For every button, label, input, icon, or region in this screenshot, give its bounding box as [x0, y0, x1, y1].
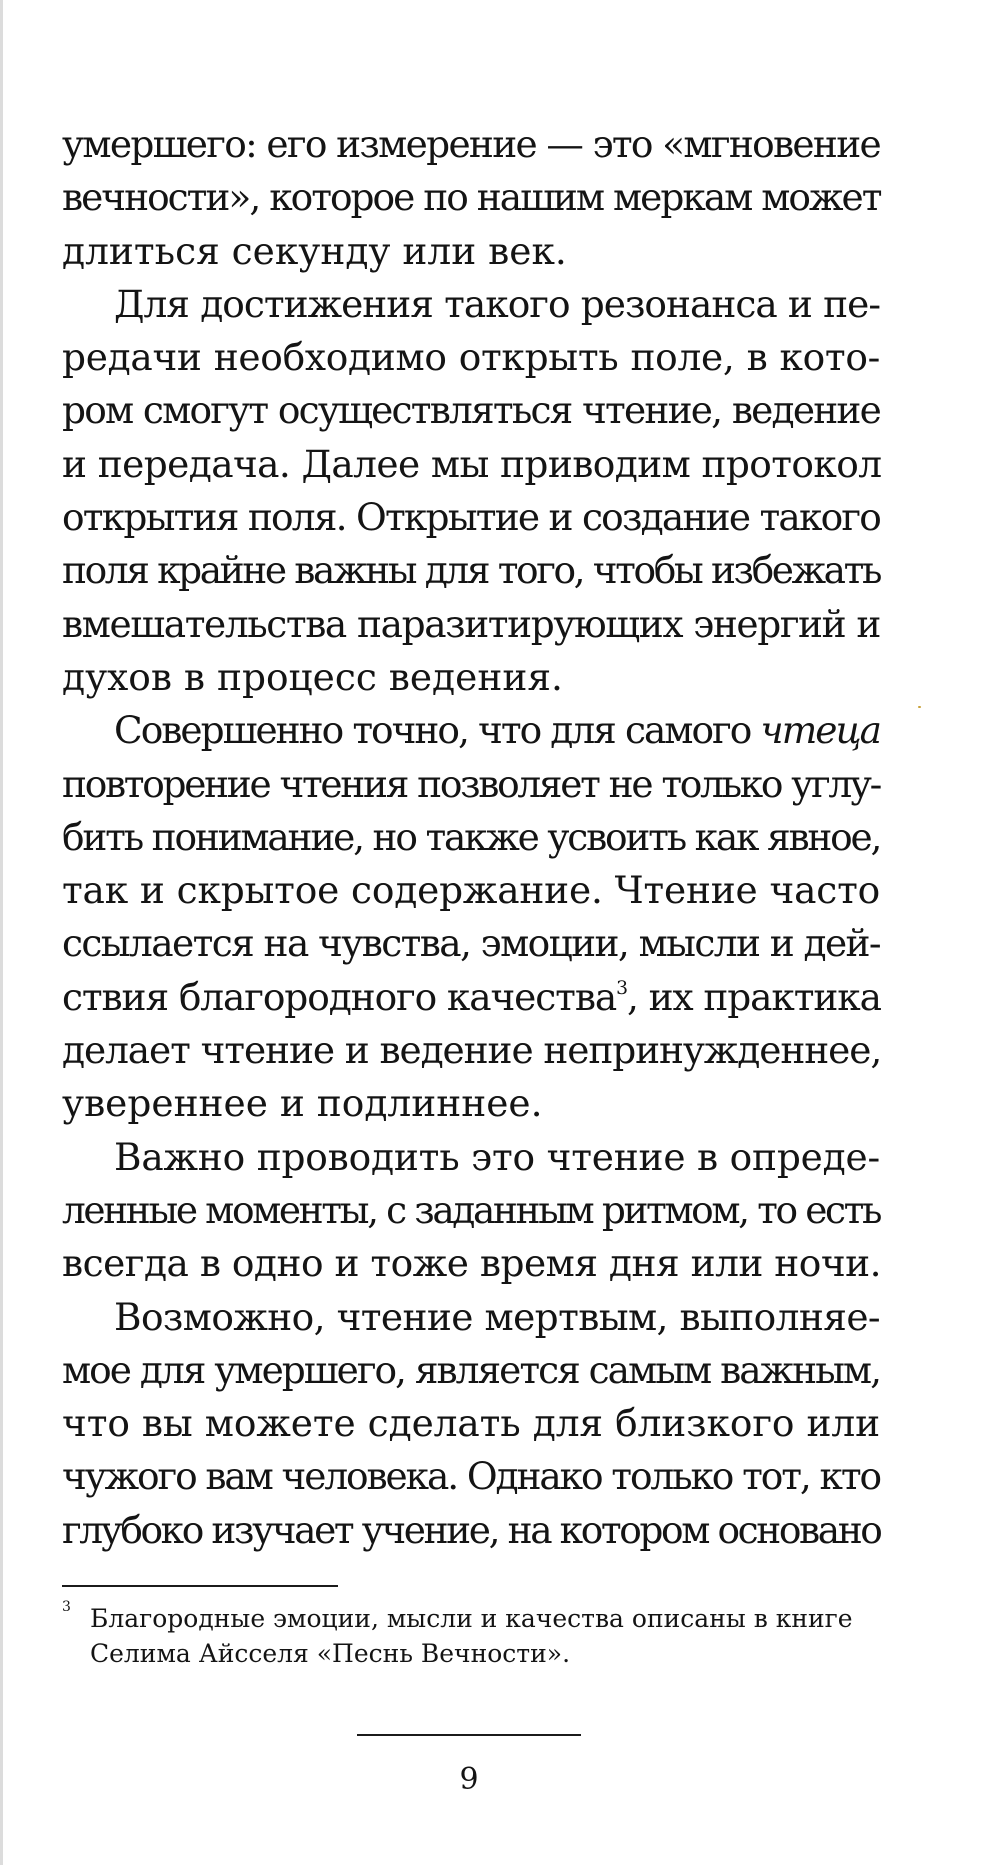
text-line: так и скрытое содержание. Чтение часто — [62, 868, 880, 913]
text-line: повторение чтения позволяет не только углу- — [62, 761, 880, 806]
text-line: и передача. Далее мы приводим протокол — [62, 441, 882, 486]
text-line: Для достижения такого резонанса и пе- — [114, 281, 880, 326]
text-line: редачи необходимо открыть поле, в кото- — [62, 335, 880, 380]
text-line: бить понимание, но также усвоить как явное, — [62, 814, 881, 859]
footnote-separator — [62, 1585, 338, 1587]
text-line: длиться секунду или век. — [62, 228, 567, 273]
text-segment: ствия благородного качества — [62, 974, 617, 1019]
text-line: глубоко изучает учение, на котором основано — [62, 1507, 881, 1552]
text-line: ром смогут осуществляться чтение, ведение — [62, 388, 880, 433]
text-line: что вы можете сделать для близкого или — [62, 1401, 880, 1446]
text-line: вечности», которое по нашим меркам может — [62, 175, 881, 220]
footnote-reference[interactable]: 3 — [616, 977, 627, 999]
footnote-mark: 3 — [62, 1599, 71, 1615]
text-line: делает чтение и ведение непринужденнее, — [62, 1028, 882, 1073]
text-line: духов в процесс ведения. — [62, 654, 563, 699]
text-line: открытия поля. Открытие и создание такого — [62, 495, 880, 540]
text-segment: , их практика — [626, 974, 881, 1019]
italic-term: чтеца — [760, 708, 881, 753]
main-text — [62, 118, 880, 1557]
text-line: Возможно, чтение мертвым, выполняе- — [114, 1294, 880, 1339]
page-number: 9 — [459, 1762, 479, 1797]
ink-speck — [918, 706, 921, 708]
text-line: мое для умершего, является самым важным, — [62, 1347, 881, 1392]
text-line: умершего: его измерение — это «мгновение — [62, 122, 880, 166]
footnote-line — [62, 1601, 880, 1636]
text-line: поля крайне важны для того, чтобы избежать — [62, 548, 880, 593]
text-line: ссылается на чувства, эмоции, мысли и дей- — [62, 921, 880, 966]
footnote-text: Селима Айсселя «Песнь Вечности». — [90, 1639, 571, 1668]
footnote-text: Благородные эмоции, мысли и качества описаны в книге — [90, 1604, 853, 1633]
footnote — [62, 1601, 880, 1671]
footnote-line — [62, 1636, 880, 1671]
text-line: вмешательства паразитирующих энергий и — [62, 601, 880, 646]
text-line: ленные моменты, с заданным ритмом, то есть — [62, 1187, 880, 1232]
text-line: увереннее и подлиннее. — [62, 1081, 543, 1126]
text-line: чужого вам человека. Однако только тот, кто — [62, 1454, 880, 1499]
page-edge-shadow — [0, 0, 3, 1865]
text-line: Важно проводить это чтение в опреде- — [114, 1134, 880, 1179]
text-segment: Совершенно точно, что для самого — [114, 708, 751, 753]
text-line — [62, 704, 880, 757]
text-line: всегда в одно и тоже время дня или ночи. — [62, 1241, 882, 1286]
text-line — [62, 971, 880, 1024]
page-number-rule — [357, 1734, 581, 1736]
